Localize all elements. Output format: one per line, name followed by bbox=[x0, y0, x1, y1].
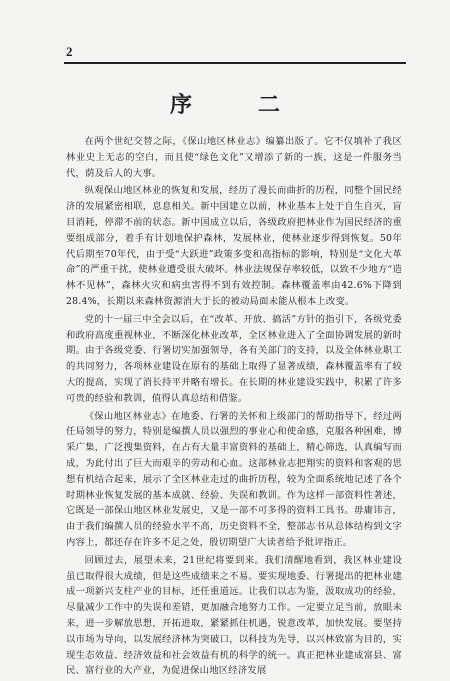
paragraph: 在两个世纪交替之际，《保山地区林业志》编纂出版了。它不仅填补了我区林业史上无志的空白，而且使“绿色文化”又增添了新的一族，这是一件服务当代，荫及后人的大事。 bbox=[66, 136, 402, 179]
page-title: 序 二 bbox=[169, 92, 302, 118]
preface-body bbox=[66, 134, 402, 681]
paragraph: 党的十一届三中全会以后，在“改革、开放、搞活”方针的指引下，各级党委和政府高度重视林业，不断深化林业改革，全区林业进入了全面协调发展的新时期。由于各级党委、行署切实加强领导，各有关部门的支持，以及全体林业职工的共同努力，各项林业建设在原有的基础上取得了显著成绩，森林覆盖率有了较大的提高，实现了消长持平并略有增长。在长期的林业建设实践中，积累了许多可贵的经验和教训，值得认真总结和借鉴。 bbox=[66, 313, 402, 404]
page-number: 2 bbox=[66, 44, 73, 59]
paragraph: 回顾过去，展望未来，21世纪将要到来。我们清醒地看到，我区林业建设虽已取得很大成绩，但是这些成绩来之不易。要实现地委、行署提出的把林业建成一项新兴支柱产业的目标，还任重道远。让我们以志为鉴，汲取成功的经验，尽量减少工作中的失误和差错，更加融合地努力工作。一定要立足当前，放眼未来，进一步解放思想，开拓进取，紧紧抓住机遇，锐意改革，加快发展。要坚持以市场为导向，以发展经济林为突破口，以科技为先导，以兴林致富为目的，实现生态效益、经济效益和社会效益有机的科学的统一。真正把林业建成富县、富民、富行业的大产业，为促进保山地区经济发展 bbox=[66, 554, 402, 677]
header-rule bbox=[64, 62, 406, 64]
paragraph: 《保山地区林业志》在地委、行署的关怀和上级部门的帮助指导下，经过两任局领导的努力，特别是编撰人员以强烈的事业心和使命感，克服各种困难，博采广集，广泛搜集资料，在占有大量丰富资料的基础上，精心筛选，认真编写而成，为此付出了巨大而艰辛的劳动和心血。这部林业志把翔实的资料和客观的思想有机结合起来，展示了全区林业走过的曲折历程，较为全面系统地记述了各个时期林业恢复发展的基本成就、经验、失误和教训。作为这样一部资料性著述，它既是一部保山地区林业发展史，又是一部不可多得的资料工具书。毋庸讳言，由于我们编撰人员的经验水平不高，历史资料不全，整部志书从总体结构到文字内容上，都还存在许多不足之处，殷切期望广大读者给予批评指正。 bbox=[66, 410, 402, 548]
paragraph: 纵观保山地区林业的恢复和发展，经历了漫长而曲折的历程，同整个国民经济的发展紧密相联，息息相关。新中国建立以前，林业基本上处于自生自灭，盲目消耗，停滞不前的状态。新中国成立以后，各级政府把林业作为国民经济的重要组成部分，着手有计划地保护森林，发展林业，使林业逐步得到恢复。50年代后期至70年代，由于受“大跃进”政策多变和高指标的影响，特别是“文化大革命”的严重干扰，使林业遭受很大破坏。林业法规保存率较低，以致不少地方“造林不见林”，森林火灾和病虫害得不到有效控制。森林覆盖率由42.6%下降到28.4%，长期以来森林资源消大于长的被动局面未能从根本上改变。 bbox=[66, 185, 402, 307]
